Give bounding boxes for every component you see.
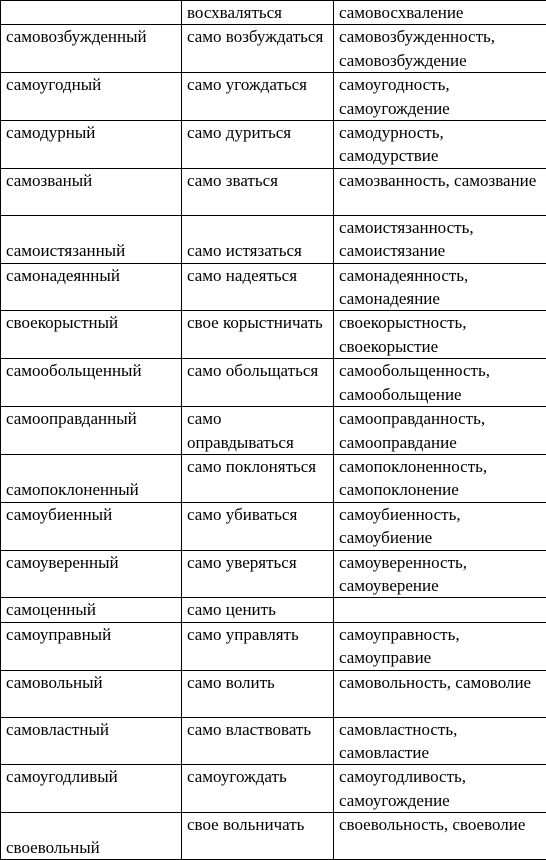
noun-cell: самоуправность, самоуправие bbox=[334, 622, 546, 670]
verb-cell: само властвовать bbox=[182, 717, 334, 765]
noun-cell: самоугодность, самоугождение bbox=[334, 73, 546, 121]
table-row bbox=[1, 25, 546, 73]
noun-cell: самодурность, самодурствие bbox=[334, 121, 546, 169]
verb-cell: само оправдываться bbox=[182, 407, 334, 455]
adjective-cell: самопоклоненный bbox=[1, 454, 182, 502]
verb-cell: само волить bbox=[182, 670, 334, 717]
noun-cell: самонадеянность, самонадеяние bbox=[334, 263, 546, 311]
noun-cell: самовозбужденность, самовозбуждение bbox=[334, 25, 546, 73]
table-row bbox=[1, 263, 546, 311]
noun-cell: самоистязанность, самоистязание bbox=[334, 215, 546, 263]
table-row bbox=[1, 1, 546, 25]
verb-cell: само надеяться bbox=[182, 263, 334, 311]
verb-cell: само поклоняться bbox=[182, 454, 334, 502]
verb-cell: само истязаться bbox=[182, 215, 334, 263]
noun-cell bbox=[334, 598, 546, 622]
table-row bbox=[1, 717, 546, 765]
adjective-cell: самовозбужденный bbox=[1, 25, 182, 73]
adjective-cell: своекорыстный bbox=[1, 311, 182, 359]
adjective-cell: своевольный bbox=[1, 813, 182, 860]
noun-cell: самообольщенность, самообольщение bbox=[334, 359, 546, 407]
verb-cell: само угождаться bbox=[182, 73, 334, 121]
noun-cell: самовольность, самоволие bbox=[334, 670, 546, 717]
noun-cell: самовосхваление bbox=[334, 1, 546, 25]
noun-cell: самозванность, самозвание bbox=[334, 168, 546, 215]
verb-cell: само ценить bbox=[182, 598, 334, 622]
adjective-cell: самозваный bbox=[1, 168, 182, 215]
adjective-cell: самоугодливый bbox=[1, 765, 182, 813]
table-row bbox=[1, 215, 546, 263]
noun-cell: своевольность, своеволие bbox=[334, 813, 546, 860]
table-row bbox=[1, 454, 546, 502]
table-row bbox=[1, 121, 546, 169]
noun-cell: самовластность, самовластие bbox=[334, 717, 546, 765]
adjective-cell: самонадеянный bbox=[1, 263, 182, 311]
table-row bbox=[1, 168, 546, 215]
adjective-cell: самовластный bbox=[1, 717, 182, 765]
table-row bbox=[1, 359, 546, 407]
verb-cell: само убиваться bbox=[182, 502, 334, 550]
noun-cell: своекорыстность, своекорыстие bbox=[334, 311, 546, 359]
adjective-cell: самооправданный bbox=[1, 407, 182, 455]
adjective-cell: самоценный bbox=[1, 598, 182, 622]
adjective-cell bbox=[1, 1, 182, 25]
table-row bbox=[1, 813, 546, 860]
table-row bbox=[1, 670, 546, 717]
verb-cell: само зваться bbox=[182, 168, 334, 215]
verb-cell: само обольщаться bbox=[182, 359, 334, 407]
table-row bbox=[1, 407, 546, 455]
table-row bbox=[1, 550, 546, 598]
adjective-cell: самоистязанный bbox=[1, 215, 182, 263]
verb-cell: самоугождать bbox=[182, 765, 334, 813]
adjective-cell: самообольщенный bbox=[1, 359, 182, 407]
verb-cell: свое корыстничать bbox=[182, 311, 334, 359]
adjective-cell: самоуверенный bbox=[1, 550, 182, 598]
adjective-cell: самодурный bbox=[1, 121, 182, 169]
verb-cell: само управлять bbox=[182, 622, 334, 670]
table-row bbox=[1, 765, 546, 813]
verb-cell: само уверяться bbox=[182, 550, 334, 598]
adjective-cell: самоубиенный bbox=[1, 502, 182, 550]
noun-cell: самоубиенность, самоубиение bbox=[334, 502, 546, 550]
verb-cell: само возбуждаться bbox=[182, 25, 334, 73]
table-row bbox=[1, 73, 546, 121]
verb-cell: само дуриться bbox=[182, 121, 334, 169]
table-row bbox=[1, 502, 546, 550]
table-row bbox=[1, 622, 546, 670]
table-row bbox=[1, 311, 546, 359]
adjective-cell: самоугодный bbox=[1, 73, 182, 121]
noun-cell: самоуверенность, самоуверение bbox=[334, 550, 546, 598]
noun-cell: самоугодливость, самоугождение bbox=[334, 765, 546, 813]
verb-cell: восхваляться bbox=[182, 1, 334, 25]
adjective-cell: самоуправный bbox=[1, 622, 182, 670]
table-row bbox=[1, 598, 546, 622]
noun-cell: самооправданность, самооправдание bbox=[334, 407, 546, 455]
adjective-cell: самовольный bbox=[1, 670, 182, 717]
noun-cell: самопоклоненность, самопоклонение bbox=[334, 454, 546, 502]
verb-cell: свое вольничать bbox=[182, 813, 334, 860]
